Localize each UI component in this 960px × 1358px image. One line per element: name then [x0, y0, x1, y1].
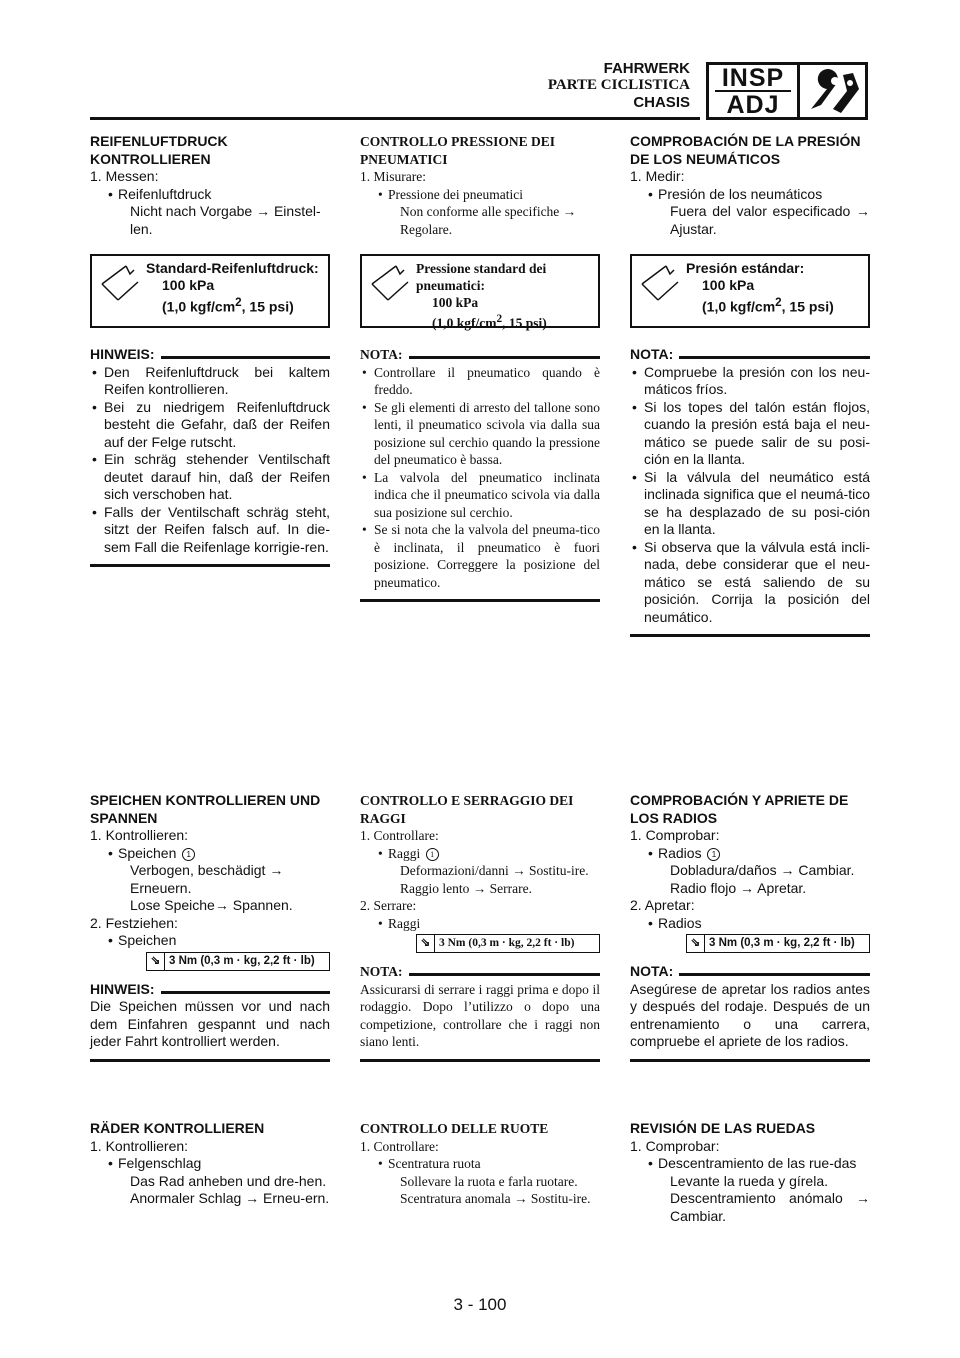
de-s2-title: SPEICHEN KONTROLLIEREN UND SPANNEN: [90, 792, 321, 826]
es-s1-bullet: • Presión de los neumáticos: [658, 186, 870, 204]
it-s3-step1: 1. Controllare:: [360, 1138, 439, 1154]
es-s2-note-title: NOTA:: [630, 963, 870, 981]
page-number: 3 - 100: [453, 1295, 507, 1314]
es-s2-l1: Dobladura/daños → Cambiar.: [670, 862, 855, 878]
header-rule: [90, 117, 700, 120]
es-s1-note-3: • Si la válvula del neumático está inclinada significa que el neumá-tico se ha desplazado de su posi-ción en la llanta.: [644, 469, 870, 539]
es-s1-spec-label: Presión estándar:: [686, 260, 805, 276]
de-s3-bullet: • Felgenschlag: [118, 1155, 330, 1173]
es-spokes-section: [630, 792, 870, 1062]
it-s1-spec-label: Pressione standard dei pneumatici:: [416, 261, 547, 293]
it-s2-step1: 1. Controllare:: [360, 828, 439, 843]
it-s1-title: CONTROLLO PRESSIONE DEI PNEUMATICI: [360, 134, 556, 167]
it-s1-spec-v1: 100 kPa: [432, 295, 479, 310]
it-s1-note-2: • Se gli elementi di arresto del tallone sono lenti, il pneumatico scivola via dalla sua posizione sul cerchio quando la pressione del pneumatico è bassa.: [374, 399, 600, 469]
es-s1-end-rule: [630, 634, 870, 637]
it-s3-l1: Sollevare la ruota e farla ruotare.: [400, 1173, 578, 1189]
es-s2-bullet1: • Radios 1: [658, 845, 870, 863]
it-s1-step1: 1. Misurare:: [360, 169, 426, 184]
it-s2-note: Assicurarsi di serrare i raggi prima e dopo il rodaggio. Dopo l’utilizzo o dopo una competizione, controllare che i raggi non siano lenti.: [360, 981, 600, 1049]
es-s2-l2: Radio flojo → Apretar.: [670, 879, 807, 896]
de-s1-bullet: • Reifenluftdruck: [118, 186, 330, 204]
es-s3-l2: Descentramiento anómalo → Cambiar.: [670, 1190, 870, 1224]
badge-adj: ADJ: [726, 91, 780, 119]
es-s2-torque: 3 Nm (0,3 m · kg, 2,2 ft · lb): [709, 937, 855, 949]
it-s1-note-4: • Se si nota che la valvola del pneuma-tico è inclinata, il pneumatico è fuori posizione. Correggere la posizione del pneumatico.: [374, 521, 600, 591]
es-s1-spec-v1: 100 kPa: [702, 277, 755, 293]
es-s1-step1: 1. Medir:: [630, 168, 685, 184]
de-tire-pressure-section: [90, 133, 330, 567]
es-s1-note-4: • Si observa que la válvula está incli-nada, debe considerar que el neu-mático se está saliendo de su posición. Corrija la posición del neumático.: [644, 539, 870, 627]
badge-insp: INSP: [715, 66, 791, 92]
es-s3-title: REVISIÓN DE LAS RUEDAS: [630, 1120, 816, 1136]
it-s1-line: Non conforme alle specifiche → Regolare.: [400, 204, 577, 237]
spec-wrench-icon: [640, 264, 680, 314]
it-spokes-section: [360, 792, 600, 1062]
de-wheels-section: [90, 1120, 330, 1208]
callout-1: 1: [182, 848, 195, 861]
it-s1-note-3: • La valvola del pneumatico inclinata indica che il pneumatico scivola via dalla sua posizione sul cerchio.: [374, 469, 600, 522]
de-s3-l2: Anormaler Schlag → Erneu-ern.: [130, 1190, 330, 1206]
es-s1-title: COMPROBACIÓN DE LA PRESIÓN DE LOS NEUMÁTICOS: [630, 133, 861, 167]
it-s1-spec-box: [360, 254, 600, 331]
es-s1-spec-box: [630, 254, 870, 328]
it-s1-spec-v2a: (1,0 kgf/cm: [432, 315, 497, 331]
es-s2-note: Asegúrese de apretar los radios antes y después del rodaje. Después de un entrenamiento o una carrera, compruebe el apriete de los radios.: [630, 980, 870, 1049]
de-s2-l1: Verbogen, beschädigt →: [130, 862, 284, 878]
de-s1-spec-box: [90, 254, 330, 328]
de-s1-spec-v2a: (1,0 kgf/cm: [162, 298, 236, 315]
es-s2-torque-box: [686, 934, 870, 953]
de-spokes-section: [90, 792, 330, 1062]
insp-adj-badge: [706, 62, 868, 120]
es-wheels-section: [630, 1120, 870, 1225]
it-s1-bullet: • Pressione dei pneumatici: [388, 186, 600, 204]
header-title-de: FAHRWERK: [603, 60, 690, 77]
de-s1-spec-v1: 100 kPa: [162, 277, 215, 293]
it-s1-spec-sup: 2: [496, 313, 503, 325]
es-s1-note-2: • Si los topes del talón están flojos, cuando la presión está baja el neu-mático se puede salir de su posi-ción en la llanta.: [644, 399, 870, 469]
it-s2-l2: Raggio lento → Serrare.: [400, 880, 532, 896]
de-s2-end-rule: [90, 1059, 330, 1062]
es-s3-step1: 1. Comprobar:: [630, 1137, 720, 1154]
de-s1-note-4: • Falls der Ventilschaft schräg steht, sitzt der Reifen falsch auf. In die-sem Fall die Reifenlage korrigie-ren.: [104, 504, 330, 557]
torque-wrench-icon: ⇘: [417, 935, 435, 952]
it-s2-l1: Deformazioni/danni → Sostitu-ire.: [400, 863, 589, 878]
torque-wrench-icon: ⇘: [687, 935, 705, 952]
it-s1-end-rule: [360, 599, 600, 602]
es-s2-title: COMPROBACIÓN Y APRIETE DE LOS RADIOS: [630, 792, 849, 826]
it-s3-bullet: • Scentratura ruota: [388, 1155, 600, 1173]
es-s3-l1: Levante la rueda y gírela.: [670, 1172, 828, 1189]
de-s1-end-rule: [90, 564, 330, 567]
es-s2-bullet2: • Radios: [658, 915, 870, 933]
de-s1-note-1: • Den Reifenluftdruck bei kaltem Reifen kontrollieren.: [104, 364, 330, 399]
it-s1-spec-v2b: , 15 psi): [502, 315, 547, 331]
it-s2-title: CONTROLLO E SERRAGGIO DEI RAGGI: [360, 793, 574, 826]
es-s2-step1: 1. Comprobar:: [630, 827, 720, 843]
it-s1-note-1: • Controllare il pneumatico quando è freddo.: [374, 364, 600, 399]
de-s2-note: Die Speichen müssen vor und nach dem Einfahren gespannt und nach jeder Fahrt kontrolliert werden.: [90, 998, 330, 1049]
es-tire-pressure-section: [630, 133, 870, 637]
de-s1-title: REIFENLUFTDRUCK KONTROLLIEREN: [90, 133, 228, 167]
es-s1-spec-v2a: (1,0 kgf/cm: [702, 298, 776, 315]
de-s1-note-title: HINWEIS:: [90, 346, 330, 364]
wrench-tools-icon: [803, 69, 863, 120]
es-s3-bullet: • Descentramiento de las rue-das: [658, 1155, 870, 1173]
de-s3-l1: Das Rad anheben und dre-hen.: [130, 1172, 327, 1189]
de-s2-l2: Erneuern.: [130, 879, 192, 896]
de-s2-torque: 3 Nm (0,3 m · kg, 2,2 ft · lb): [169, 954, 315, 967]
es-s1-line: Fuera del valor especificado → Ajustar.: [670, 203, 870, 237]
de-s3-title: RÄDER KONTROLLIEREN: [90, 1120, 265, 1136]
it-s2-note-title: NOTA:: [360, 963, 600, 981]
it-s1-note-title: NOTA:: [360, 346, 600, 364]
es-s1-note-1: • Compruebe la presión con los neu-máticos fríos.: [644, 364, 870, 399]
es-s2-step2: 2. Apretar:: [630, 897, 695, 913]
de-s1-spec-label: Standard-Reifenluftdruck:: [146, 260, 319, 276]
de-s3-step1: 1. Kontrollieren:: [90, 1137, 189, 1154]
it-s2-torque: 3 Nm (0,3 m · kg, 2,2 ft · lb): [439, 937, 575, 949]
es-s1-note-title: NOTA:: [630, 346, 870, 364]
de-s2-step1: 1. Kontrollieren:: [90, 827, 189, 843]
de-s1-note-3: • Ein schräg stehender Ventilschaft deutet darauf hin, daß der Reifen sich verschoben hat.: [104, 451, 330, 504]
de-s2-l3: Lose Speiche→ Spannen.: [130, 897, 293, 913]
de-s1-note-2: • Bei zu niedrigem Reifenluftdruck besteht die Gefahr, daß der Reifen auf der Felge rutscht.: [104, 399, 330, 452]
section-header: [548, 60, 690, 111]
spec-wrench-icon: [100, 264, 140, 314]
de-s1-spec-v2b: , 15 psi): [241, 298, 294, 315]
de-s2-bullet2: • Speichen: [118, 932, 330, 950]
callout-1: 1: [707, 848, 720, 861]
de-s2-note-title: HINWEIS:: [90, 981, 330, 999]
de-s1-step1: 1. Messen:: [90, 168, 159, 184]
spec-wrench-icon: [370, 264, 410, 314]
it-s2-step2: 2. Serrare:: [360, 898, 417, 913]
it-s2-torque-box: [416, 934, 600, 953]
es-s1-spec-sup: 2: [775, 296, 782, 309]
es-s2-end-rule: [630, 1059, 870, 1062]
de-s1-line: Nicht nach Vorgabe → Einstel-len.: [130, 203, 321, 237]
de-s1-spec-sup: 2: [235, 296, 242, 309]
de-s2-step2: 2. Festziehen:: [90, 914, 178, 931]
it-s3-l2: Scentratura anomala → Sostitu-ire.: [400, 1191, 591, 1206]
it-s2-bullet2: • Raggi: [388, 915, 600, 933]
de-s2-torque-box: [146, 952, 330, 971]
torque-wrench-icon: ⇘: [147, 953, 165, 970]
it-s2-bullet1: • Raggi 1: [388, 845, 600, 863]
de-s2-bullet1: • Speichen 1: [118, 845, 330, 863]
header-title-es: CHASIS: [633, 94, 690, 111]
es-s1-spec-v2b: , 15 psi): [781, 298, 834, 315]
header-title-it: PARTE CICLISTICA: [547, 77, 690, 93]
callout-1: 1: [426, 848, 439, 861]
it-tire-pressure-section: [360, 133, 600, 602]
it-s3-title: CONTROLLO DELLE RUOTE: [360, 1121, 549, 1136]
it-wheels-section: [360, 1120, 600, 1208]
it-s2-end-rule: [360, 1059, 600, 1062]
